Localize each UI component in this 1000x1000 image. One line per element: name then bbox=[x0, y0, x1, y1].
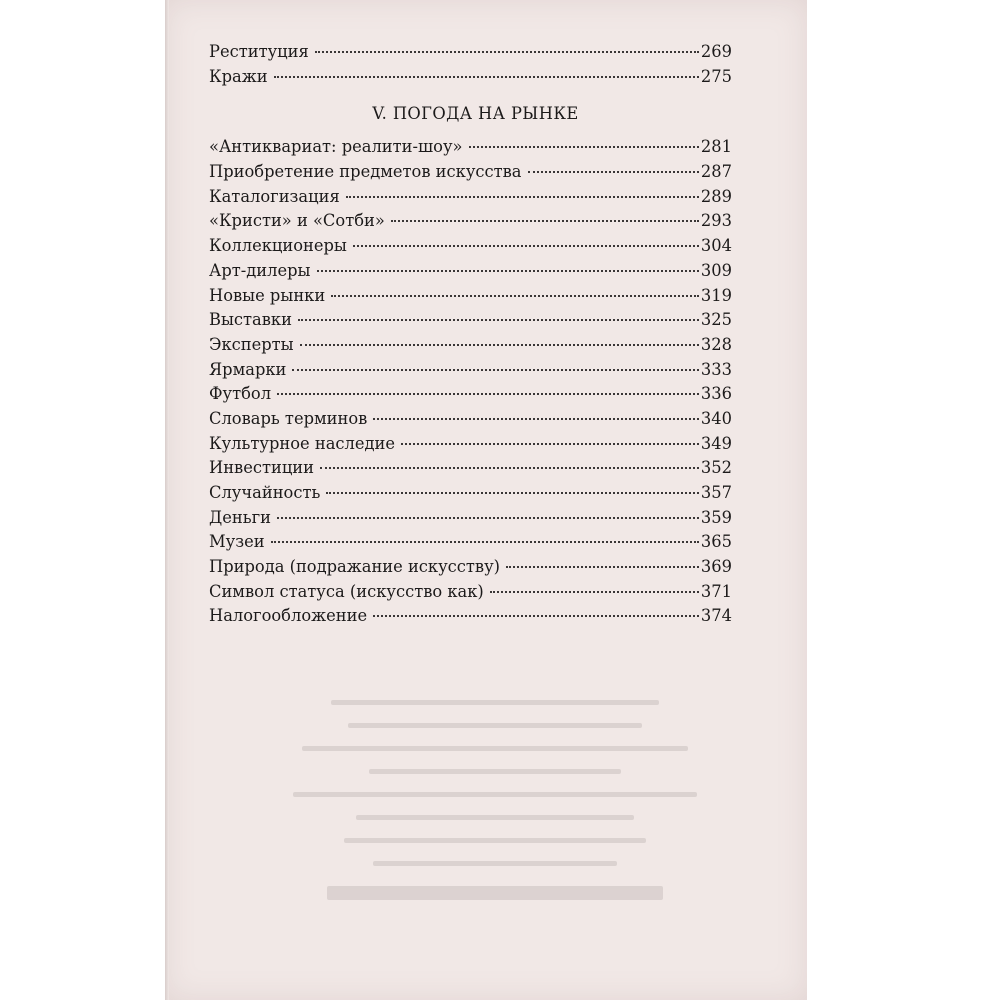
toc-entry-page-number: 269 bbox=[700, 42, 732, 61]
toc-entry bbox=[209, 604, 732, 629]
dot-leader bbox=[320, 467, 699, 469]
toc-entry bbox=[209, 185, 732, 210]
toc-entry-title: Кражи bbox=[209, 66, 268, 86]
toc-entry-title: Выставки bbox=[209, 310, 292, 330]
toc-entry-page-number: 287 bbox=[700, 162, 732, 182]
dot-leader bbox=[353, 245, 699, 247]
toc-entry-title: Культурное наследие bbox=[209, 433, 396, 453]
dot-leader bbox=[391, 220, 699, 222]
toc-entry-page-number: 349 bbox=[700, 433, 732, 453]
section-heading: V. ПОГОДА НА РЫНКЕ bbox=[372, 104, 579, 124]
toc-entry bbox=[209, 481, 732, 506]
dot-leader bbox=[401, 443, 699, 445]
toc-entry-title: Налогообложение bbox=[209, 606, 368, 626]
toc-entry-title: Символ статуса (искусство как) bbox=[209, 581, 484, 601]
toc-entry-title: Музеи bbox=[209, 532, 265, 552]
toc-entry bbox=[209, 135, 732, 160]
toc-entry-page-number: 365 bbox=[700, 532, 732, 552]
dot-leader bbox=[298, 319, 699, 321]
toc-entry-title: «Антиквариат: реалити-шоу» bbox=[209, 137, 463, 157]
dot-leader bbox=[528, 171, 699, 173]
toc-entry bbox=[209, 308, 732, 333]
toc-entry-title: Реституция bbox=[209, 42, 309, 61]
toc-entry bbox=[209, 382, 732, 407]
toc-entry-title: Новые рынки bbox=[209, 285, 326, 305]
toc-entry bbox=[209, 530, 732, 555]
toc-entry bbox=[209, 358, 732, 383]
toc-entry-title: Коллекционеры bbox=[209, 236, 347, 256]
dot-leader bbox=[317, 270, 699, 272]
dot-leader bbox=[315, 51, 699, 53]
toc-entry-page-number: 371 bbox=[700, 581, 732, 601]
dot-leader bbox=[274, 76, 699, 78]
toc-entry-title: Случайность bbox=[209, 483, 321, 502]
toc-entry-title: «Кристи» и «Сотби» bbox=[209, 211, 385, 231]
bleed-through-texture bbox=[285, 700, 705, 950]
toc-pre-entries bbox=[209, 40, 732, 89]
toc-entry-page-number: 359 bbox=[700, 507, 732, 527]
toc-entry-page-number: 275 bbox=[700, 66, 732, 86]
toc-entry-title: Инвестиции bbox=[209, 458, 315, 478]
toc-entry-page-number: 369 bbox=[700, 557, 732, 577]
toc-entry bbox=[209, 555, 732, 580]
toc-entry bbox=[209, 160, 732, 185]
toc-entry-page-number: 281 bbox=[700, 137, 732, 157]
toc-entry bbox=[209, 284, 732, 309]
toc-entry-title: Словарь терминов bbox=[209, 408, 368, 428]
dot-leader bbox=[326, 492, 699, 494]
toc-entry bbox=[209, 333, 732, 358]
dot-leader bbox=[277, 393, 699, 395]
toc-entry-page-number: 374 bbox=[700, 606, 732, 626]
toc-entry bbox=[209, 65, 732, 90]
toc-entry-title: Арт-дилеры bbox=[209, 260, 311, 280]
toc-entry-page-number: 309 bbox=[700, 260, 732, 280]
dot-leader bbox=[373, 615, 699, 617]
toc-entry bbox=[209, 456, 732, 481]
toc-entry-page-number: 325 bbox=[700, 310, 732, 330]
dot-leader bbox=[271, 541, 699, 543]
toc-entry bbox=[209, 259, 732, 284]
toc-entry-page-number: 352 bbox=[700, 458, 732, 478]
toc-entry-page-number: 357 bbox=[700, 483, 732, 502]
dot-leader bbox=[373, 418, 699, 420]
dot-leader bbox=[469, 146, 699, 148]
dot-leader bbox=[292, 369, 699, 371]
toc-entry-page-number: 333 bbox=[700, 359, 732, 379]
toc-entry-page-number: 319 bbox=[700, 285, 732, 305]
toc-entry bbox=[209, 407, 732, 432]
toc-entry-title: Эксперты bbox=[209, 334, 294, 354]
toc-entry bbox=[209, 506, 732, 531]
dot-leader bbox=[506, 566, 699, 568]
toc-entry-title: Природа (подражание искусству) bbox=[209, 557, 501, 577]
toc-entry-page-number: 304 bbox=[700, 236, 732, 256]
toc-entries bbox=[209, 135, 732, 629]
toc-entry bbox=[209, 234, 732, 259]
toc-entry-page-number: 340 bbox=[700, 408, 732, 428]
toc-entry-page-number: 289 bbox=[700, 186, 732, 206]
toc-entry bbox=[209, 209, 732, 234]
toc-entry bbox=[209, 40, 732, 65]
toc-entry bbox=[209, 432, 732, 457]
page-edge bbox=[165, 0, 169, 1000]
dot-leader bbox=[331, 295, 699, 297]
toc-entry-page-number: 328 bbox=[700, 334, 732, 354]
book-page bbox=[165, 0, 807, 1000]
toc-entry-title: Приобретение предметов искусства bbox=[209, 162, 522, 182]
toc-entry-page-number: 293 bbox=[700, 211, 732, 231]
table-of-contents bbox=[209, 40, 732, 629]
dot-leader bbox=[346, 196, 699, 198]
toc-entry-title: Каталогизация bbox=[209, 186, 340, 206]
toc-entry-title: Футбол bbox=[209, 384, 272, 404]
dot-leader bbox=[300, 344, 699, 346]
dot-leader bbox=[277, 517, 699, 519]
toc-entry-page-number: 336 bbox=[700, 384, 732, 404]
toc-entry-title: Деньги bbox=[209, 507, 271, 527]
toc-entry bbox=[209, 580, 732, 605]
toc-entry-title: Ярмарки bbox=[209, 359, 287, 379]
dot-leader bbox=[490, 591, 699, 593]
